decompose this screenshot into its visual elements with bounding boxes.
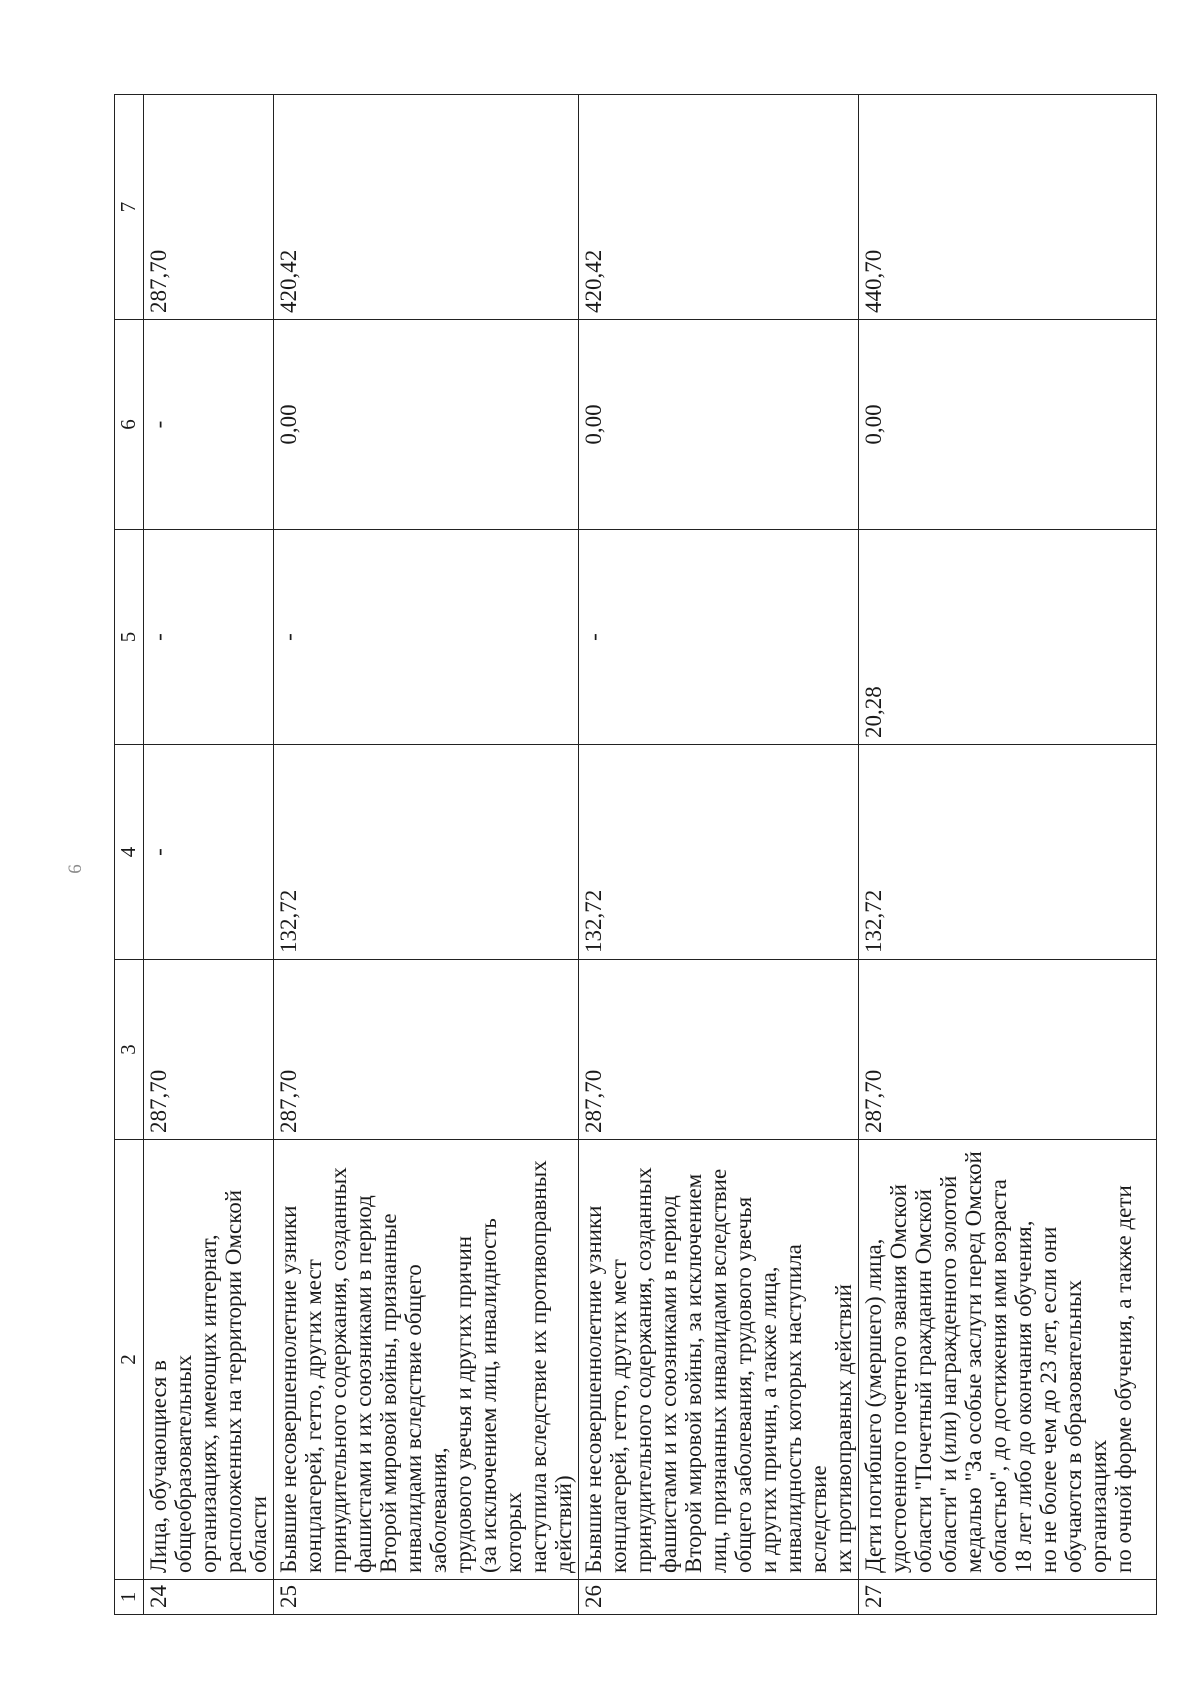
table-row xyxy=(859,95,1157,1615)
row-description: Бывшие несовершеннолетние узники концлагерей, гетто, других мест принудительного содержания, созданных фашистами и их союзниками в период Второй мировой войны, за исключением лиц, признанных инвалидами вследствие общего заболевания, трудового увечья и других причин, а также лица, инвалидность которых наступила вследствие их противоправных действий xyxy=(579,1140,859,1580)
header-col-1: 1 xyxy=(115,1580,144,1615)
table-container xyxy=(114,95,1136,1615)
header-col-2: 2 xyxy=(115,1140,144,1580)
cell-col-5: - xyxy=(274,530,579,745)
row-description: Лица, обучающиеся в общеобразовательных организациях, имеющих интернат, расположенных на территории Омской области xyxy=(144,1140,274,1580)
cell-col-5: 20,28 xyxy=(859,530,1157,745)
header-col-7: 7 xyxy=(115,95,144,320)
cell-col-5: - xyxy=(579,530,859,745)
cell-col-6: - xyxy=(144,320,274,530)
row-description: Бывшие несовершеннолетние узники концлагерей, гетто, других мест принудительного содержания, созданных фашистами и их союзниками в период Второй мировой войны, признанные инвалидами вследствие общего заболевания, трудового увечья и других причин (за исключением лиц, инвалидность которых наступила вследствие их противоправных действий) xyxy=(274,1140,579,1580)
cell-col-6: 0,00 xyxy=(274,320,579,530)
header-col-5: 5 xyxy=(115,530,144,745)
cell-col-3: 287,70 xyxy=(579,960,859,1140)
cell-col-5: - xyxy=(144,530,274,745)
cell-col-3: 287,70 xyxy=(859,960,1157,1140)
table-row xyxy=(144,95,274,1615)
cell-col-4: 132,72 xyxy=(859,745,1157,960)
header-col-6: 6 xyxy=(115,320,144,530)
cell-col-3: 287,70 xyxy=(274,960,579,1140)
row-number: 26 xyxy=(579,1580,859,1615)
cell-col-3: 287,70 xyxy=(144,960,274,1140)
cell-col-7: 440,70 xyxy=(859,95,1157,320)
table-row xyxy=(274,95,579,1615)
cell-col-6: 0,00 xyxy=(859,320,1157,530)
cell-col-4: 132,72 xyxy=(274,745,579,960)
table-row xyxy=(579,95,859,1615)
cell-col-7: 287,70 xyxy=(144,95,274,320)
header-col-4: 4 xyxy=(115,745,144,960)
table-header-row xyxy=(115,95,144,1615)
row-description: Дети погибшего (умершего) лица, удостоенного почетного звания Омской области "Почетный гражданин Омской области" и (или) награжденного золотой медалью "За особые заслуги перед Омской областью", до достижения ими возраста 18 лет либо до окончания обучения, но не более чем до 23 лет, если они обучаются в образовательных организациях по очной форме обучения, а также дети xyxy=(859,1140,1157,1580)
cell-col-4: 132,72 xyxy=(579,745,859,960)
row-number: 24 xyxy=(144,1580,274,1615)
row-number: 27 xyxy=(859,1580,1157,1615)
row-number: 25 xyxy=(274,1580,579,1615)
cell-col-7: 420,42 xyxy=(274,95,579,320)
page-number: 6 xyxy=(65,864,86,874)
benefits-table xyxy=(114,94,1157,1615)
header-col-3: 3 xyxy=(115,960,144,1140)
cell-col-6: 0,00 xyxy=(579,320,859,530)
cell-col-4: - xyxy=(144,745,274,960)
cell-col-7: 420,42 xyxy=(579,95,859,320)
